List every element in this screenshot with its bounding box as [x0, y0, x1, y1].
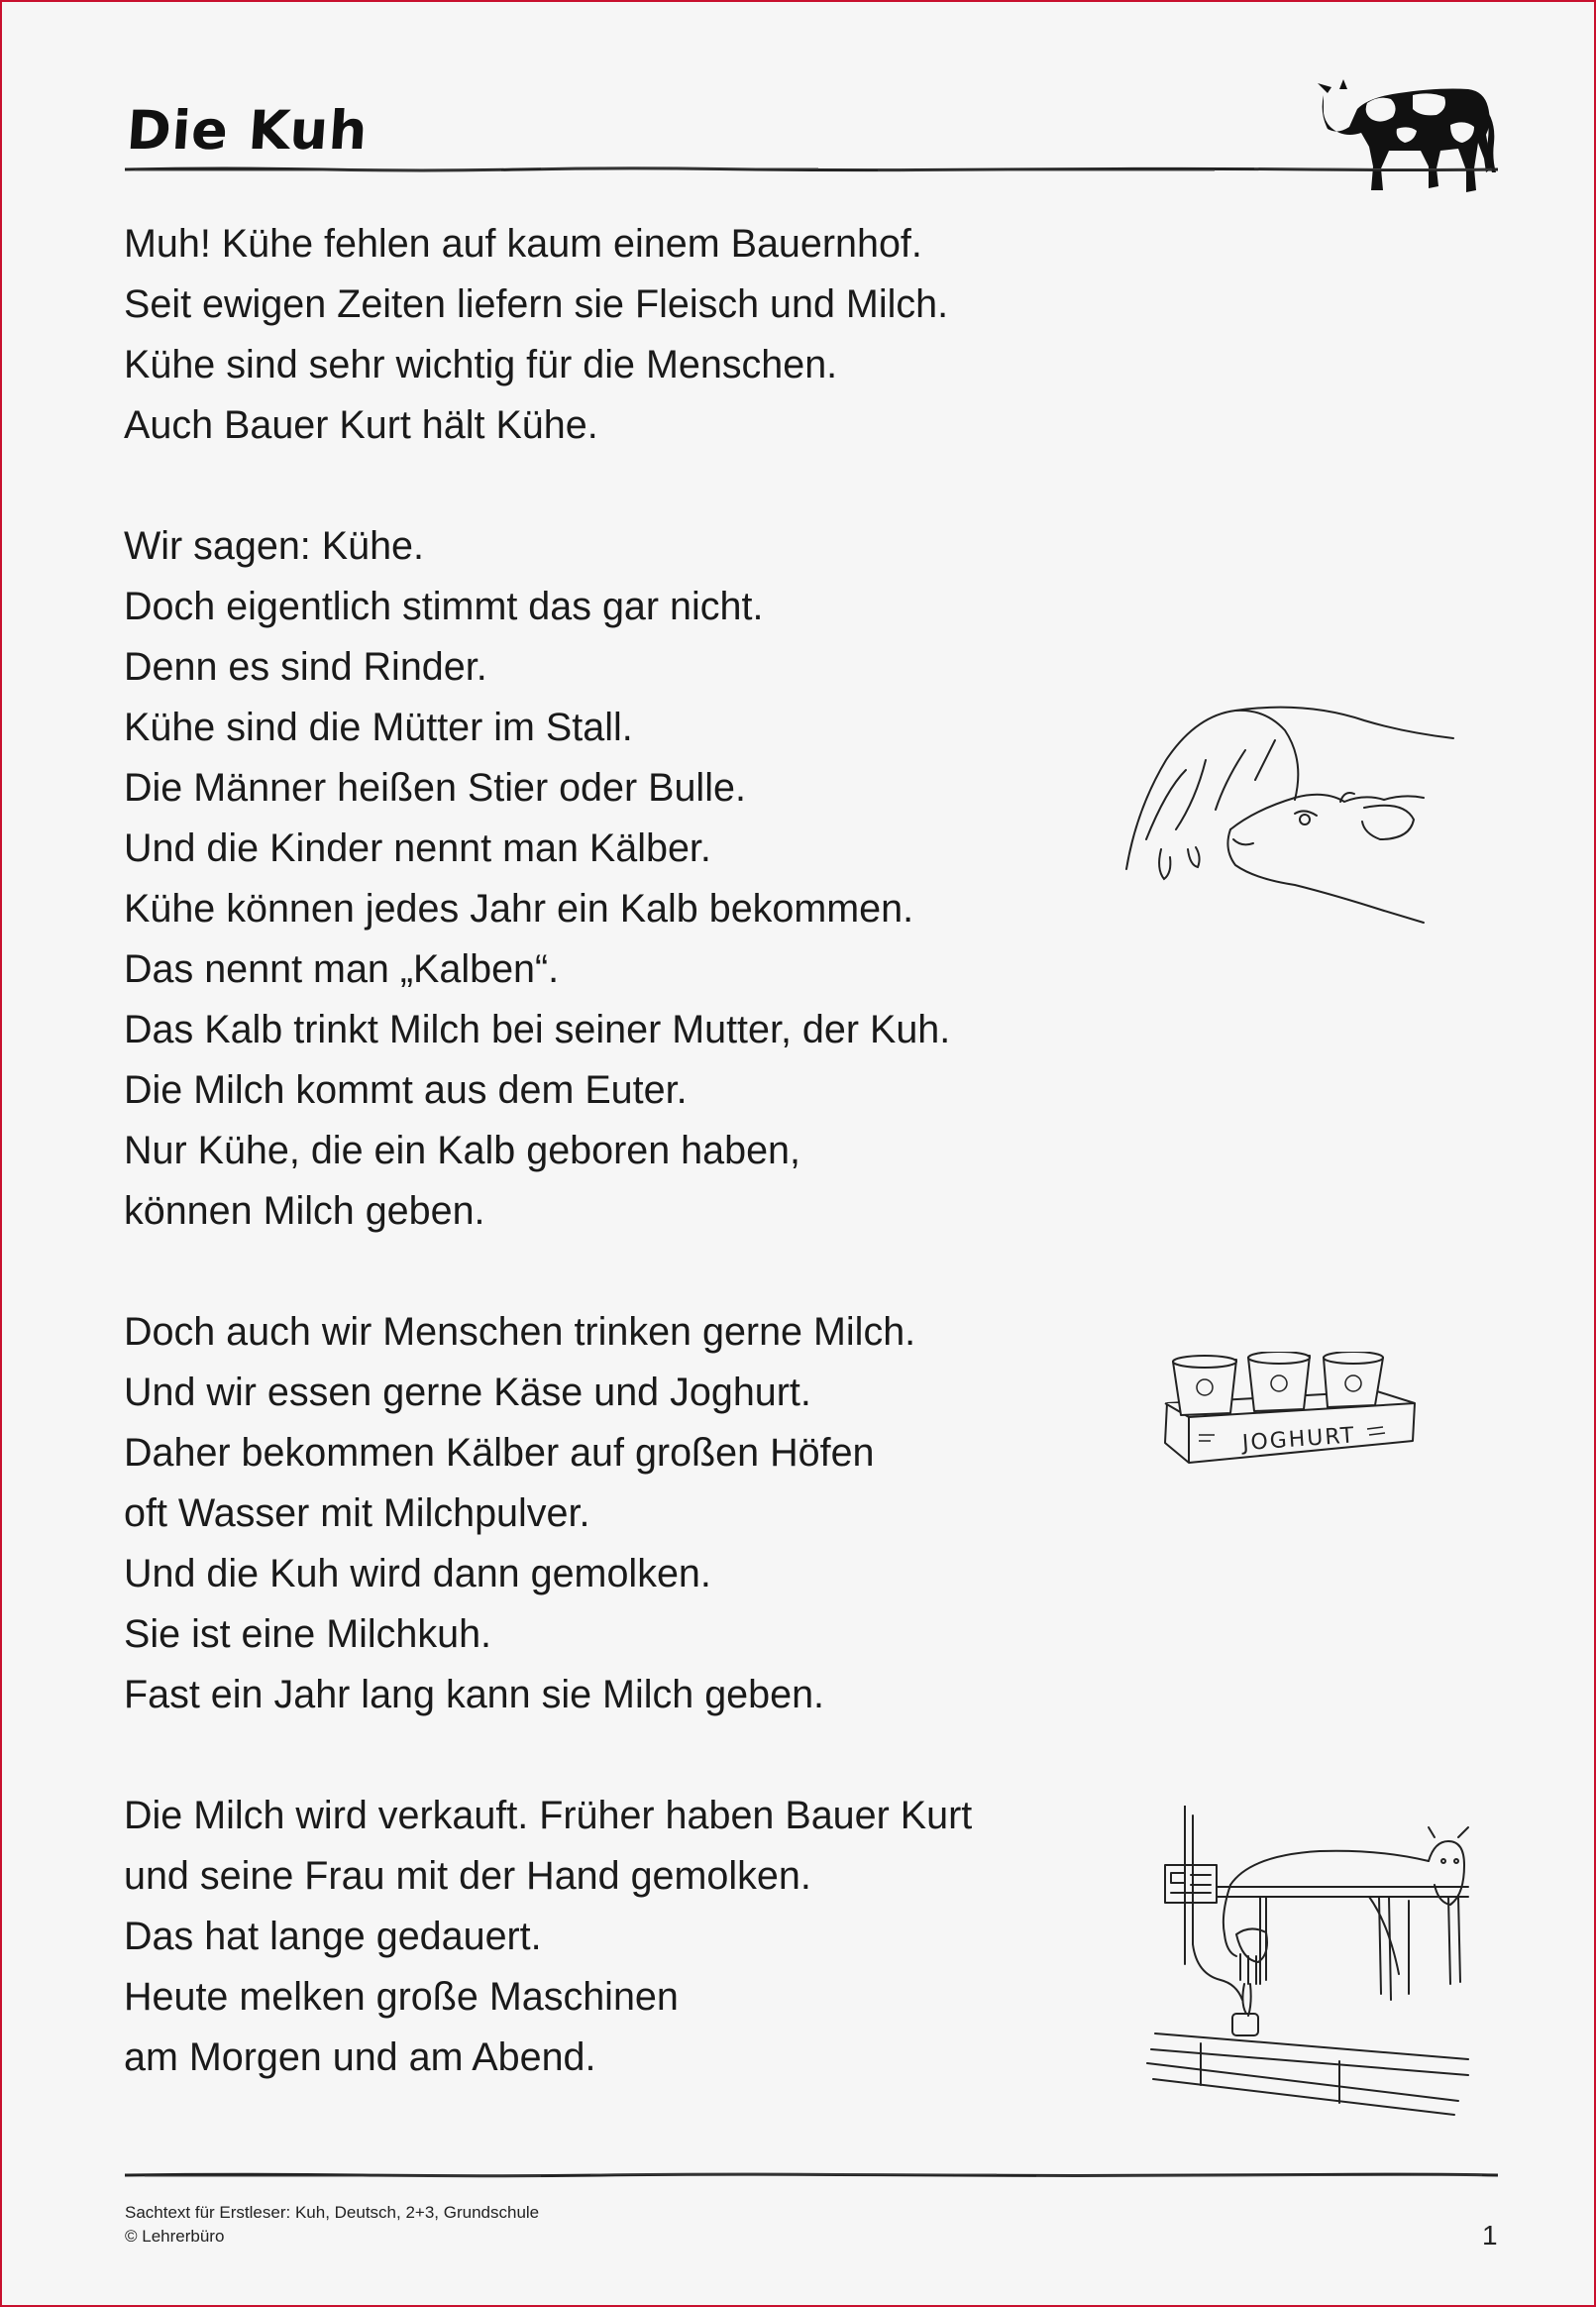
text-line: Das nennt man „Kalben“.	[124, 947, 560, 991]
text-line: und seine Frau mit der Hand gemolken.	[124, 1854, 811, 1898]
text-line: Muh! Kühe fehlen auf kaum einem Bauernhof.	[124, 222, 922, 266]
text-line: am Morgen und am Abend.	[124, 2035, 596, 2079]
text-line: Und wir essen gerne Käse und Joghurt.	[124, 1371, 811, 1414]
footer-copyright: © Lehrerbüro	[125, 2227, 225, 2246]
text-line: Doch auch wir Menschen trinken gerne Milch.	[124, 1310, 916, 1354]
text-line: Nur Kühe, die ein Kalb geboren haben,	[124, 1129, 800, 1172]
cow-logo-icon	[1310, 73, 1498, 202]
text-line: Das hat lange gedauert.	[124, 1915, 542, 1958]
yogurt-illustration	[1159, 1352, 1419, 1473]
text-line: Sie ist eine Milchkuh.	[124, 1612, 492, 1656]
text-line: oft Wasser mit Milchpulver.	[124, 1491, 590, 1535]
text-line: Und die Kinder nennt man Kälber.	[124, 826, 711, 870]
text-line: Die Milch kommt aus dem Euter.	[124, 1068, 688, 1112]
text-line: Das Kalb trinkt Milch bei seiner Mutter, der Kuh.	[124, 1008, 951, 1051]
text-line: Wir sagen: Kühe.	[124, 524, 424, 568]
text-line: Kühe sind sehr wichtig für die Menschen.	[124, 343, 838, 386]
text-line: Kühe können jedes Jahr ein Kalb bekommen.	[124, 887, 914, 931]
text-line: Daher bekommen Kälber auf großen Höfen	[124, 1431, 875, 1475]
page-number: 1	[1482, 2220, 1498, 2251]
header-divider	[125, 166, 1498, 172]
milking-machine-illustration	[1141, 1806, 1478, 2123]
text-line: Heute melken große Maschinen	[124, 1975, 679, 2019]
footer-divider	[125, 2172, 1498, 2178]
text-line: können Milch geben.	[124, 1189, 485, 1233]
text-line: Die Milch wird verkauft. Früher haben Bauer Kurt	[124, 1794, 973, 1837]
yogurt-label: JOGHURT	[1241, 1423, 1357, 1457]
calf-drinking-illustration	[1107, 691, 1483, 929]
text-line: Doch eigentlich stimmt das gar nicht.	[124, 585, 764, 628]
text-line: Denn es sind Rinder.	[124, 645, 487, 689]
text-line: Seit ewigen Zeiten liefern sie Fleisch und Milch.	[124, 282, 949, 326]
page-title: Die Kuh	[124, 99, 371, 162]
text-line: Und die Kuh wird dann gemolken.	[124, 1552, 711, 1595]
text-line: Die Männer heißen Stier oder Bulle.	[124, 766, 746, 810]
text-line: Kühe sind die Mütter im Stall.	[124, 706, 633, 749]
text-line: Auch Bauer Kurt hält Kühe.	[124, 403, 598, 447]
footer-source: Sachtext für Erstleser: Kuh, Deutsch, 2+3, Grundschule	[125, 2203, 540, 2222]
text-line: Fast ein Jahr lang kann sie Milch geben.	[124, 1673, 825, 1716]
